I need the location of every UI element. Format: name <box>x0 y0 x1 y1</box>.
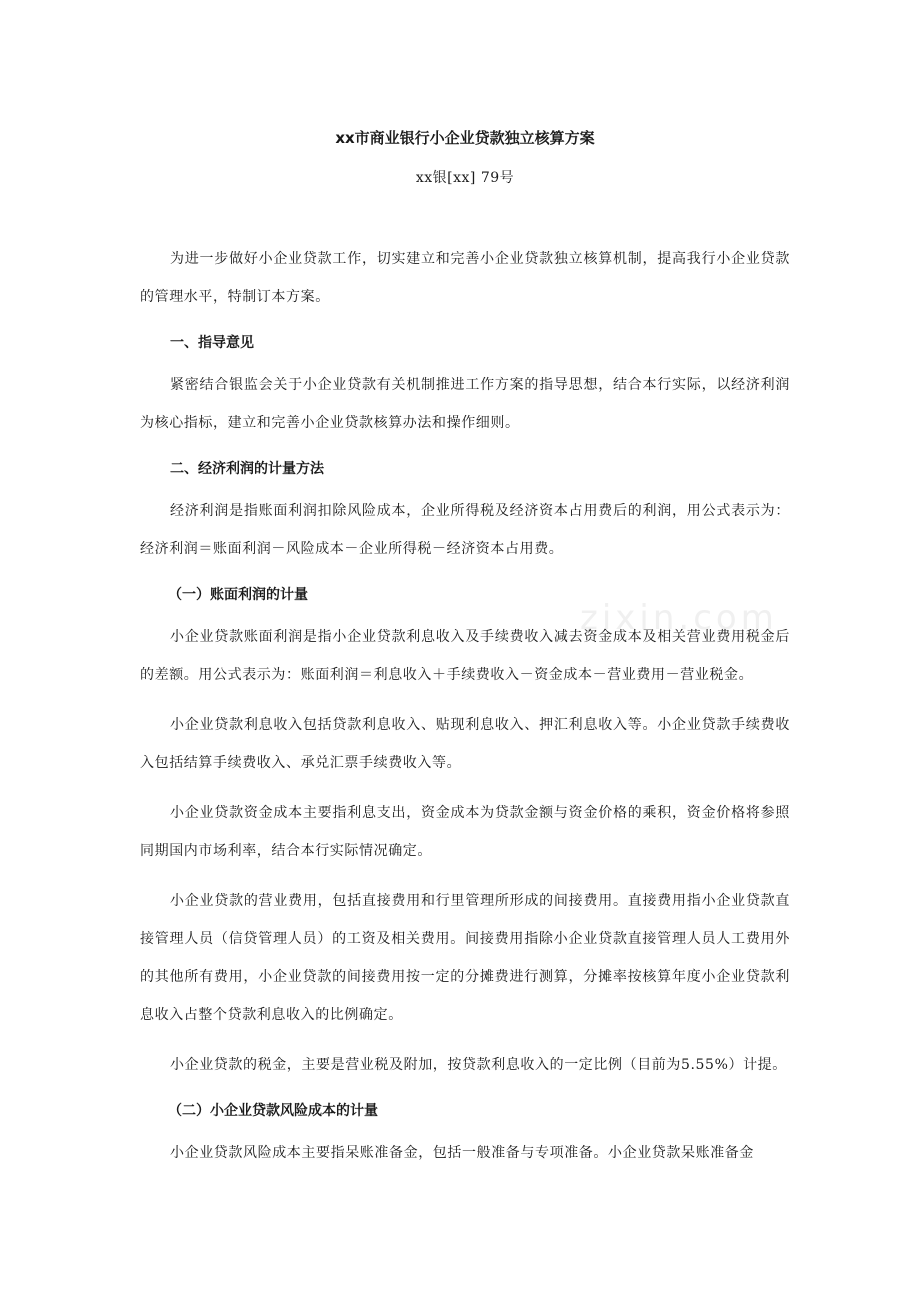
document-title: xx市商业银行小企业贷款独立核算方案 <box>335 129 595 147</box>
section-heading-guidance: 一、指导意见 <box>170 335 254 351</box>
operating-expense-paragraph: 小企业贷款的营业费用，包括直接费用和行里管理所形成的间接费用。直接费用指小企业贷款直接管理人员（信贷管理人员）的工资及相关费用。间接费用指除小企业贷款直接管理人员人工费用外的其他所有费用，小企业贷款的间接费用按一定的分摊费进行测算，分摊率按核算年度小企业贷款利息收入占整个贷款利息收入的比例确定。 <box>140 893 790 1023</box>
subsection-heading-risk-cost: （二）小企业贷款风险成本的计量 <box>168 1103 378 1119</box>
guidance-paragraph: 紧密结合银监会关于小企业贷款有关机制推进工作方案的指导思想，结合本行实际，以经济利润为核心指标，建立和完善小企业贷款核算办法和操作细则。 <box>140 377 790 431</box>
interest-income-paragraph: 小企业贷款利息收入包括贷款利息收入、贴现利息收入、押汇利息收入等。小企业贷款手续费收入包括结算手续费收入、承兑汇票手续费收入等。 <box>140 717 790 771</box>
watermark: zixin.com <box>580 598 778 638</box>
section-heading-economic-profit: 二、经济利润的计量方法 <box>170 461 324 477</box>
tax-paragraph: 小企业贷款的税金，主要是营业税及附加，按贷款利息收入的一定比例（目前为5.55%）计提。 <box>170 1057 787 1073</box>
document-number: xx银[xx] 79号 <box>415 170 515 186</box>
document-page <box>140 120 790 1184</box>
risk-cost-paragraph: 小企业贷款风险成本主要指呆账准备金，包括一般准备与专项准备。小企业贷款呆账准备金 <box>170 1145 754 1161</box>
document-body <box>140 240 790 1172</box>
book-profit-paragraph: 小企业贷款账面利润是指小企业贷款利息收入及手续费收入减去资金成本及相关营业费用税金后的差额。用公式表示为：账面利润＝利息收入＋手续费收入－资金成本－营业费用－营业税金。 <box>140 629 790 683</box>
funding-cost-paragraph: 小企业贷款资金成本主要指利息支出，资金成本为贷款金额与资金价格的乘积，资金价格将参照同期国内市场利率，结合本行实际情况确定。 <box>140 805 790 859</box>
subsection-heading-book-profit: （一）账面利润的计量 <box>168 587 308 603</box>
economic-profit-paragraph: 经济利润是指账面利润扣除风险成本，企业所得税及经济资本占用费后的利润，用公式表示为：经济利润＝账面利润－风险成本－企业所得税－经济资本占用费。 <box>140 503 790 557</box>
intro-paragraph: 为进一步做好小企业贷款工作，切实建立和完善小企业贷款独立核算机制，提高我行小企业贷款的管理水平，特制订本方案。 <box>140 251 790 305</box>
